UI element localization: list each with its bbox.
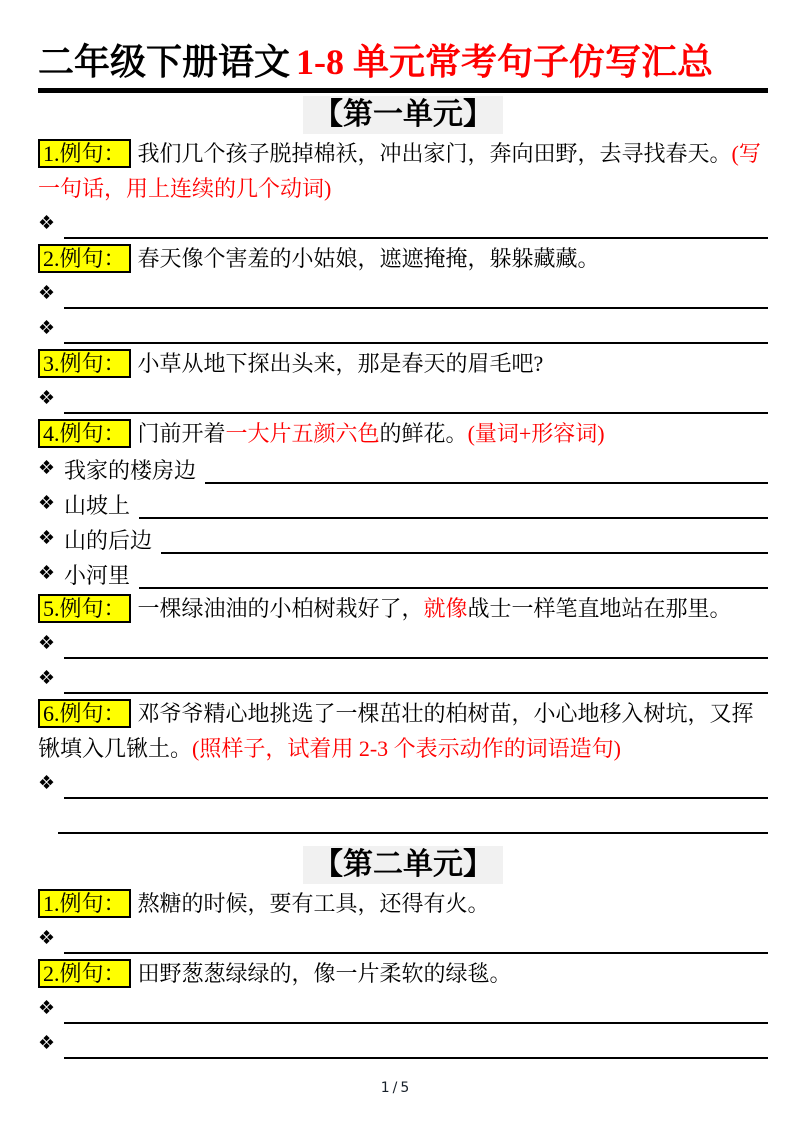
example-label: 4.例句：: [38, 419, 131, 448]
title-underline-rule: [38, 88, 768, 93]
answer-prefix: 我家的楼房边: [64, 458, 197, 483]
diamond-bullet-icon: ❖: [38, 318, 56, 339]
answer-line-row: [38, 556, 768, 591]
diamond-bullet-icon: ❖: [38, 1033, 56, 1054]
writing-line: [64, 691, 768, 694]
writing-line: [64, 306, 768, 309]
example-row: [38, 346, 768, 381]
writing-line: [64, 656, 768, 659]
section-heading-row: [38, 96, 768, 134]
title-red-part: 1-8 单元常考句子仿写汇总: [296, 42, 714, 82]
section-heading-row: [38, 846, 768, 884]
example-label: 3.例句：: [38, 349, 131, 378]
diamond-bullet-icon: ❖: [38, 563, 56, 584]
diamond-bullet-icon: ❖: [38, 668, 56, 689]
example-row: [38, 696, 768, 766]
example-row: [38, 886, 768, 921]
sentence-segment: (照样子，试着用 2-3 个表示动作的词语造句): [192, 736, 621, 761]
writing-line: [64, 341, 768, 344]
answer-line-row: [38, 381, 768, 416]
answer-line-row: [38, 206, 768, 241]
sentence-segment: 熬糖的时候，要有工具，还得有火。: [137, 891, 490, 916]
writing-line: [205, 481, 768, 484]
diamond-bullet-icon: ❖: [38, 773, 56, 794]
example-row: [38, 136, 768, 206]
writing-line: [161, 551, 768, 554]
sentence-segment: 的鲜花。: [379, 421, 468, 446]
answer-prefix: 山坡上: [64, 493, 131, 518]
sentence-segment: 战士一样笔直地站在那里。: [467, 596, 732, 621]
writing-line: [64, 1056, 768, 1059]
diamond-bullet-icon: ❖: [38, 458, 56, 479]
title-black-part: 二年级下册语文: [38, 42, 291, 82]
sentence-segment: 我们几个孩子脱掉棉袄，冲出家门，奔向田野，去寻找春天。: [137, 141, 732, 166]
writing-line: [139, 516, 768, 519]
sentence-segment: (写一句话，用上连续的几个动词): [38, 141, 761, 201]
writing-line: [64, 1021, 768, 1024]
writing-line: [64, 411, 768, 414]
sentence-segment: 田野葱葱绿绿的，像一片柔软的绿毯。: [137, 961, 512, 986]
answer-line-row: [38, 766, 768, 801]
sentence-segment: 春天像个害羞的小姑娘，遮遮掩掩，躲躲藏藏。: [137, 246, 600, 271]
diamond-bullet-icon: ❖: [38, 388, 56, 409]
sentence-segment: 一棵绿油油的小柏树栽好了，: [137, 596, 424, 621]
answer-prefix: 山的后边: [64, 528, 153, 553]
diamond-bullet-icon: ❖: [38, 283, 56, 304]
answer-line-row: [38, 276, 768, 311]
diamond-bullet-icon: ❖: [38, 633, 56, 654]
document-body: [38, 96, 768, 1061]
example-row: [38, 416, 768, 451]
diamond-bullet-icon: ❖: [38, 528, 56, 549]
diamond-bullet-icon: ❖: [38, 928, 56, 949]
page-footer: [0, 1080, 793, 1096]
answer-line-row: [38, 1026, 768, 1061]
answer-line-row: [38, 626, 768, 661]
answer-prefix: 小河里: [64, 563, 131, 588]
answer-line-row: [38, 486, 768, 521]
sentence-segment: 就像: [423, 596, 468, 621]
answer-line-row: [38, 521, 768, 556]
answer-line-row: [38, 921, 768, 956]
section-heading: 【第二单元】: [303, 846, 503, 884]
diamond-bullet-icon: ❖: [38, 493, 56, 514]
answer-line-row: [38, 451, 768, 486]
continuation-line-row: [38, 801, 768, 836]
example-label: 1.例句：: [38, 139, 131, 168]
document-title: [38, 40, 768, 84]
section-heading: 【第一单元】: [303, 96, 503, 134]
example-row: [38, 591, 768, 626]
page-number: 1/5: [380, 1080, 413, 1096]
sentence-segment: (量词+形容词): [467, 421, 605, 446]
example-label: 2.例句：: [38, 959, 131, 988]
example-row: [38, 956, 768, 991]
answer-line-row: [38, 311, 768, 346]
sentence-segment: 一大片五颜六色: [225, 421, 380, 446]
writing-line: [139, 586, 768, 589]
writing-line: [58, 831, 768, 834]
example-label: 1.例句：: [38, 889, 131, 918]
sentence-segment: 门前开着: [137, 421, 226, 446]
example-label: 5.例句：: [38, 594, 131, 623]
answer-line-row: [38, 991, 768, 1026]
writing-line: [64, 236, 768, 239]
answer-line-row: [38, 661, 768, 696]
writing-line: [64, 796, 768, 799]
example-row: [38, 241, 768, 276]
example-label: 2.例句：: [38, 244, 131, 273]
example-label: 6.例句：: [38, 699, 131, 728]
writing-line: [64, 951, 768, 954]
sentence-segment: 小草从地下探出头来，那是春天的眉毛吧?: [137, 351, 544, 376]
sentence-segment: 邓爷爷精心地挑选了一棵茁壮的柏树苗，小心地移入树坑，又挥锹填入几锹土。: [38, 701, 754, 761]
diamond-bullet-icon: ❖: [38, 213, 56, 234]
diamond-bullet-icon: ❖: [38, 998, 56, 1019]
